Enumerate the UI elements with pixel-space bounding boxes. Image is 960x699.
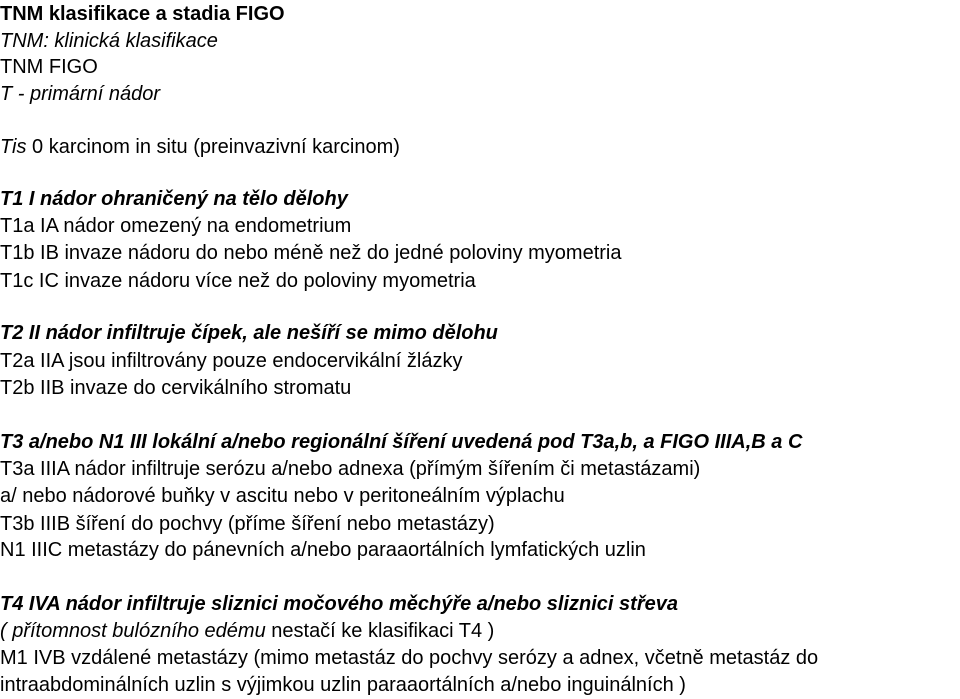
t1b-line: T1b IB invaze nádoru do nebo méně než do jedné poloviny myometria (0, 242, 622, 264)
header-tnm-figo: TNM FIGO (0, 56, 98, 78)
tis-text: 0 karcinom in situ (preinvazivní karcinom) (26, 136, 400, 158)
m1-continuation: intraabdominálních uzlin s výjimkou uzlin paraaortálních a/nebo inguinálních ) (0, 674, 686, 696)
t4-note-rest: nestačí ke klasifikaci T4 ) (265, 620, 495, 642)
n1-line: N1 IIIC metastázy do pánevních a/nebo paraaortálních lymfatických uzlin (0, 539, 646, 561)
t4-note (0, 618, 494, 644)
t1c-line: T1c IC invaze nádoru více než do poloviny myometria (0, 270, 476, 292)
tis-code: Tis (0, 136, 27, 158)
page-title: TNM klasifikace a stadia FIGO (0, 3, 285, 25)
t2a-line: T2a IIA jsou infiltrovány pouze endocervikální žlázky (0, 350, 463, 372)
t1a-line: T1a IA nádor omezený na endometrium (0, 215, 352, 237)
t1-heading: T1 I nádor ohraničený na tělo dělohy (0, 188, 348, 210)
t3a-line: T3a IIIA nádor infiltruje serózu a/nebo adnexa (přímým šířením či metastázami) (0, 458, 701, 480)
t3-heading: T3 a/nebo N1 III lokální a/nebo regionální šíření uvedená pod T3a,b, a FIGO IIIA,B a C (0, 431, 803, 453)
t3a-continuation: a/ nebo nádorové buňky v ascitu nebo v peritoneálním výplachu (0, 485, 565, 507)
t2-heading: T2 II nádor infiltruje čípek, ale nešíří se mimo dělohu (0, 322, 498, 344)
t4-heading: T4 IVA nádor infiltruje sliznici močového měchýře a/nebo sliznici střeva (0, 593, 678, 615)
header-primary-tumor: T - primární nádor (0, 83, 161, 105)
m1-line: M1 IVB vzdálené metastázy (mimo metastáz do pochvy serózy a adnex, včetně metastáz do (0, 647, 819, 669)
t3b-line: T3b IIIB šíření do pochvy (příme šíření nebo metastázy) (0, 513, 495, 535)
subtitle: TNM: klinická klasifikace (0, 30, 218, 52)
tis-line (0, 134, 400, 160)
t2b-line: T2b IIB invaze do cervikálního stromatu (0, 377, 352, 399)
t4-note-italic: ( přítomnost bulózního edému (0, 620, 266, 642)
